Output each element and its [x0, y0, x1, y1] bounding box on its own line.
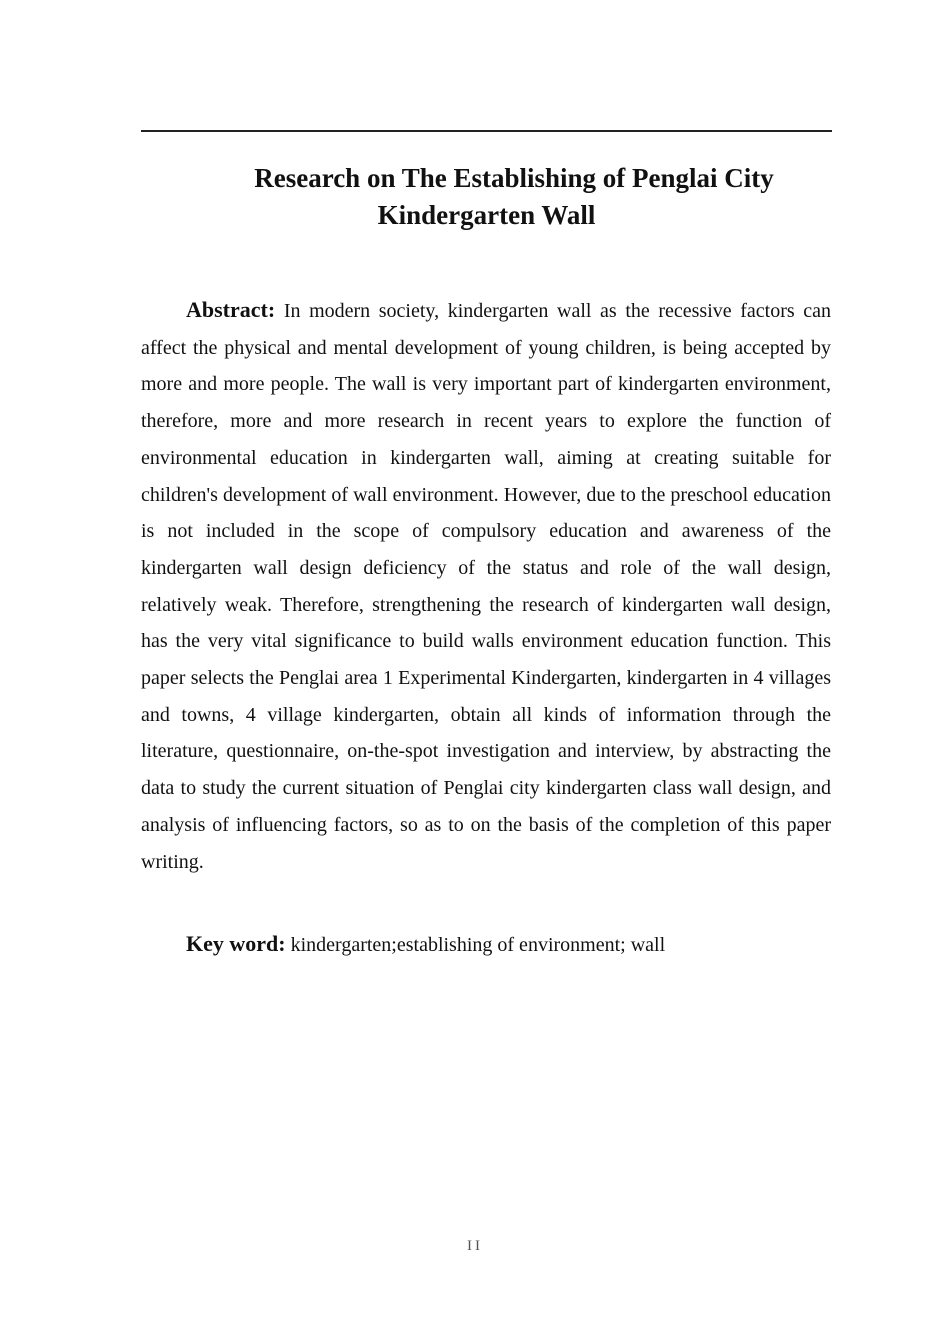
- abstract-label: Abstract:: [186, 297, 276, 322]
- header-rule: [141, 130, 832, 132]
- title-line-2: Kindergarten Wall: [377, 200, 596, 230]
- abstract-body: In modern society, kindergarten wall as the recessive factors can affect the physical and mental development of young children, is being accepted by more and more people. The wall is very important part of kindergarten environment, therefore, more and more research in recent years to explore the function of environmental education in kindergarten wall, aiming at creating suitable for children's development of wall environment. However, due to the preschool education is not included in the scope of compulsory education and awareness of the kindergarten wall design deficiency of the status and role of the wall design, relatively weak. Therefore, strengthening the research of kindergarten wall design, has the very vital significance to build walls environment education function. This paper selects the Penglai area 1 Experimental Kindergarten, kindergarten in 4 villages and towns, 4 village kindergarten, obtain all kinds of information through the literature, questionnaire, on-the-spot investigation and interview, by abstracting the data to study the current situation of Penglai city kindergarten class wall design, and analysis of influencing factors, so as to on the basis of the completion of this paper writing.: [141, 300, 832, 873]
- keywords-label: Key word:: [186, 931, 286, 956]
- keywords-paragraph: [141, 926, 831, 963]
- abstract-paragraph: [141, 292, 831, 880]
- paper-title: [141, 160, 832, 234]
- keywords-body: kindergarten;establishing of environment; wall: [290, 934, 666, 956]
- page-number: II: [467, 1238, 483, 1254]
- title-line-1: Research on The Establishing of Penglai City: [254, 163, 774, 193]
